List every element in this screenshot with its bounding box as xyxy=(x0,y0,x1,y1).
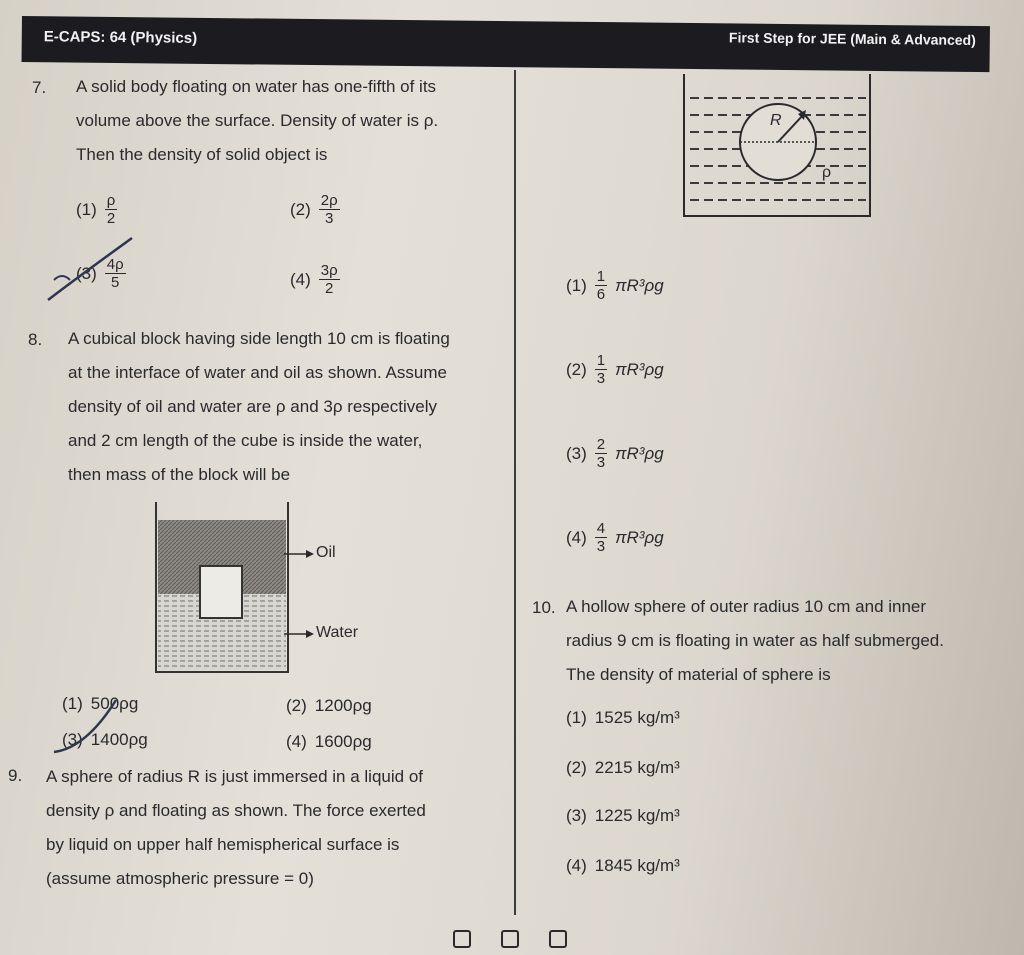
q8-line: at the interface of water and oil as shown. Assume xyxy=(68,363,447,382)
q10-text xyxy=(566,590,1014,692)
fraction xyxy=(595,436,607,471)
q9-option-1[interactable] xyxy=(566,268,664,303)
footer-squares xyxy=(453,930,567,948)
q9-option-3[interactable] xyxy=(566,436,664,471)
option-label: (2) xyxy=(290,199,311,219)
option-label: (3) xyxy=(566,443,587,463)
option-expression: πR³ρg xyxy=(615,359,664,379)
q8-text xyxy=(68,322,450,492)
fraction-denominator: 2 xyxy=(106,210,116,227)
q7-line: volume above the surface. Density of water is ρ. xyxy=(76,111,439,130)
option-text: 1525 kg/m³ xyxy=(594,708,680,727)
fraction-denominator: 6 xyxy=(596,286,606,303)
option-label: (2) xyxy=(286,696,307,715)
pen-tick-mark xyxy=(44,236,134,306)
square-icon xyxy=(501,930,519,948)
option-label: (3) xyxy=(566,806,587,825)
fraction-numerator: 1 xyxy=(596,352,606,369)
option-label: (1) xyxy=(566,708,587,727)
density-label: ρ xyxy=(822,164,832,181)
option-text: 2215 kg/m³ xyxy=(594,758,680,777)
diagram-arrows xyxy=(284,546,314,646)
q10-line: radius 9 cm is floating in water as half submerged. xyxy=(566,631,944,650)
option-text: 500ρg xyxy=(90,694,139,713)
option-expression: πR³ρg xyxy=(615,443,664,463)
q10-number: 10. xyxy=(532,598,556,617)
fraction xyxy=(595,352,607,387)
q7-line: Then the density of solid object is xyxy=(76,145,328,164)
q7-line: A solid body floating on water has one-fifth of its xyxy=(76,77,437,96)
q9-line: density ρ and floating as shown. The force exerted xyxy=(46,801,426,820)
option-text: 1600ρg xyxy=(314,732,372,751)
q8-line: then mass of the block will be xyxy=(68,465,291,484)
option-label: (1) xyxy=(76,199,97,219)
option-label: (4) xyxy=(566,527,587,547)
q7-option-4[interactable] xyxy=(290,262,340,297)
fraction xyxy=(105,192,118,227)
q10-line: The density of material of sphere is xyxy=(566,665,831,684)
q8-option-4[interactable] xyxy=(286,732,372,752)
fraction-denominator: 3 xyxy=(325,210,334,227)
option-label: (2) xyxy=(566,359,587,379)
option-label: (1) xyxy=(62,694,83,713)
q10-option-4[interactable] xyxy=(566,856,680,876)
q8-line: and 2 cm length of the cube is inside the water, xyxy=(68,431,423,450)
q8-line: A cubical block having side length 10 cm is floating xyxy=(68,329,450,348)
q10-option-1[interactable] xyxy=(566,708,680,728)
header-left-title: E-CAPS: 64 (Physics) xyxy=(43,28,198,47)
q7-number: 7. xyxy=(32,78,47,97)
option-text: 1400ρg xyxy=(90,730,148,749)
option-label: (1) xyxy=(566,275,587,295)
q10-line: A hollow sphere of outer radius 10 cm and inner xyxy=(566,597,927,616)
page-header xyxy=(22,16,990,72)
q8-number: 8. xyxy=(28,330,43,349)
fraction-denominator: 2 xyxy=(325,280,334,297)
q8-line: density of oil and water are ρ and 3ρ respectively xyxy=(68,397,437,416)
fraction xyxy=(595,268,607,303)
q9-line: (assume atmospheric pressure = 0) xyxy=(46,869,314,888)
radius-label: R xyxy=(770,112,782,129)
header-right-title: First Step for JEE (Main & Advanced) xyxy=(728,29,976,48)
q7-option-1[interactable] xyxy=(76,192,117,227)
fraction-numerator: ρ xyxy=(106,192,116,209)
fraction-numerator: 1 xyxy=(596,268,606,285)
q10-option-2[interactable] xyxy=(566,758,680,778)
q9-line: A sphere of radius R is just immersed in a liquid of xyxy=(46,767,424,786)
fraction-denominator: 3 xyxy=(596,370,606,387)
fraction xyxy=(319,262,340,297)
fraction-denominator: 3 xyxy=(596,454,606,471)
q9-line: by liquid on upper half hemispherical surface is xyxy=(46,835,400,854)
q7-text xyxy=(76,70,438,172)
option-expression: πR³ρg xyxy=(615,275,664,295)
sphere-in-liquid-diagram xyxy=(680,70,875,225)
q9-text xyxy=(46,760,426,896)
option-label: (3) xyxy=(62,730,83,749)
q9-option-4[interactable] xyxy=(566,520,664,555)
column-divider xyxy=(514,70,516,915)
q8-option-2[interactable] xyxy=(286,696,372,716)
fraction-numerator: 3ρ xyxy=(320,262,338,279)
q9-option-2[interactable] xyxy=(566,352,664,387)
square-icon xyxy=(549,930,567,948)
fraction-denominator: 3 xyxy=(596,538,606,555)
fraction-numerator: 2 xyxy=(596,436,606,453)
pen-tick-mark xyxy=(46,690,166,760)
water-label: Water xyxy=(316,624,359,641)
q7-option-2[interactable] xyxy=(290,192,340,227)
fraction xyxy=(595,520,607,555)
fraction-denominator: 5 xyxy=(111,274,120,291)
fraction-numerator: 2ρ xyxy=(320,192,338,209)
option-label: (4) xyxy=(286,732,307,751)
oil-label: Oil xyxy=(316,544,336,561)
option-label: (4) xyxy=(290,269,311,289)
option-label: (2) xyxy=(566,758,587,777)
option-expression: πR³ρg xyxy=(615,527,664,547)
fraction-numerator: 4ρ xyxy=(106,256,124,273)
option-text: 1845 kg/m³ xyxy=(594,856,680,875)
oil-water-block-diagram xyxy=(140,498,300,678)
q9-number: 9. xyxy=(8,766,23,785)
option-text: 1200ρg xyxy=(314,696,372,715)
fraction-numerator: 4 xyxy=(596,520,606,537)
q10-option-3[interactable] xyxy=(566,806,680,826)
square-icon xyxy=(453,930,471,948)
fraction xyxy=(319,192,340,227)
option-label: (3) xyxy=(76,263,97,283)
option-text: 1225 kg/m³ xyxy=(594,806,680,825)
option-label: (4) xyxy=(566,856,587,875)
